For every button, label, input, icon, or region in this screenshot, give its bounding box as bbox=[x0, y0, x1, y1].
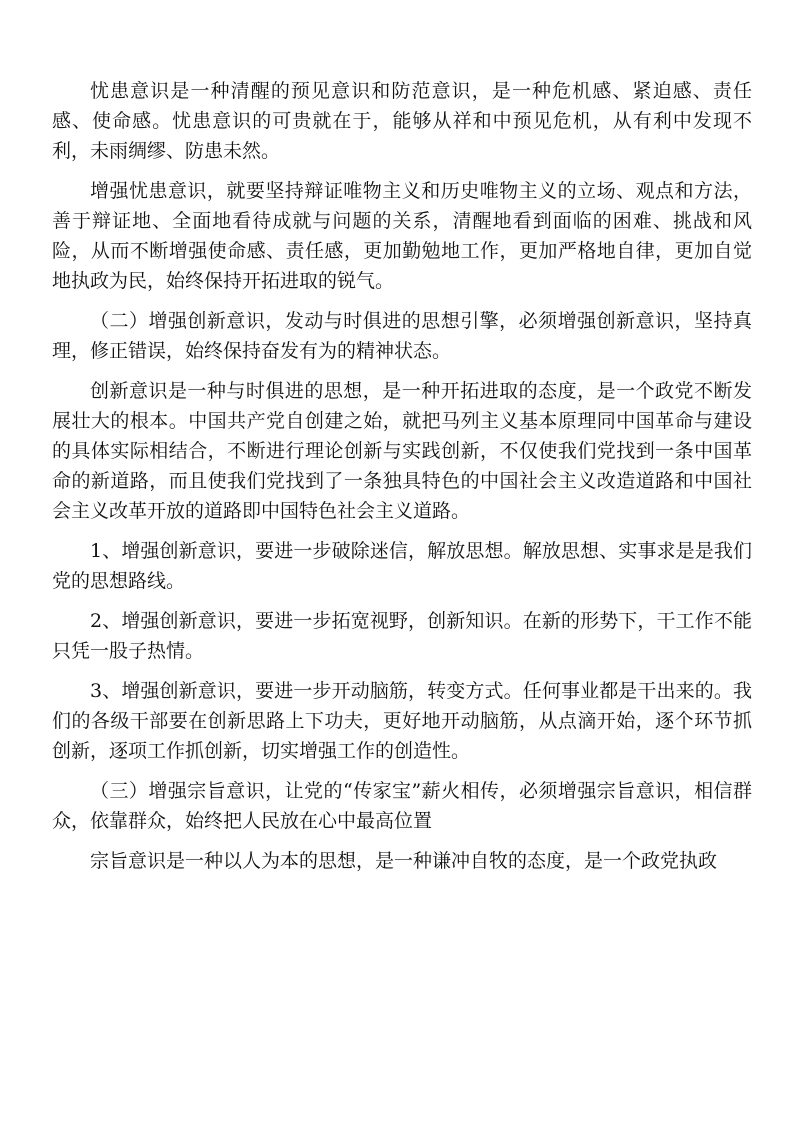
list-item-2: 2、增强创新意识，要进一步拓宽视野，创新知识。在新的形势下，干工作不能只凭一股子热情。 bbox=[52, 610, 752, 662]
paragraph-innovation-definition: 创新意识是一种与时俱进的思想，是一种开拓进取的态度，是一个政党不断发展壮大的根本。中国共产党自创建之始，就把马列主义基本原理同中国革命与建设的具体实际相结合，不断进行理论创新与实践创新，不仅使我们党找到一条中国革命的新道路，而且使我们党找到了一条独具特色的中国社会主义改造道路和中国社会主义改革开放的道路即中国特色社会主义道路。 bbox=[52, 380, 752, 522]
paragraph-purpose-definition: 宗旨意识是一种以人为本的思想，是一种谦冲自牧的态度，是一个政党执政 bbox=[90, 850, 718, 872]
paragraph-strengthen-worry-awareness: 增强忧患意识，就要坚持辩证唯物主义和历史唯物主义的立场、观点和方法，善于辩证地、全面地看待成就与问题的关系，清醒地看到面临的困难、挑战和风险，从而不断增强使命感、责任感，更加勤勉地工作，更加严格地自律，更加自觉地执政为民，始终保持开拓进取的锐气。 bbox=[52, 180, 752, 292]
document-body bbox=[52, 76, 752, 886]
section-heading-innovation: （二）增强创新意识，发动与时俱进的思想引擎，必须增强创新意识，坚持真理，修正错误，始终保持奋发有为的精神状态。 bbox=[52, 310, 752, 362]
list-item-3: 3、增强创新意识，要进一步开动脑筋，转变方式。任何事业都是干出来的。我们的各级干部要在创新思路上下功夫，更好地开动脑筋，从点滴开始，逐个环节抓创新，逐项工作抓创新，切实增强工作的创造性。 bbox=[52, 680, 752, 762]
section-heading-purpose: （三）增强宗旨意识，让党的“传家宝”薪火相传，必须增强宗旨意识，相信群众，依靠群众，始终把人民放在心中最高位置 bbox=[52, 780, 752, 832]
list-item-1: 1、增强创新意识，要进一步破除迷信，解放思想。解放思想、实事求是是我们党的思想路线。 bbox=[52, 540, 752, 592]
paragraph-worry-awareness-definition: 忧患意识是一种清醒的预见意识和防范意识，是一种危机感、紧迫感、责任感、使命感。忧患意识的可贵就在于，能够从祥和中预见危机，从有利中发现不利，未雨绸缪、防患未然。 bbox=[52, 80, 752, 162]
